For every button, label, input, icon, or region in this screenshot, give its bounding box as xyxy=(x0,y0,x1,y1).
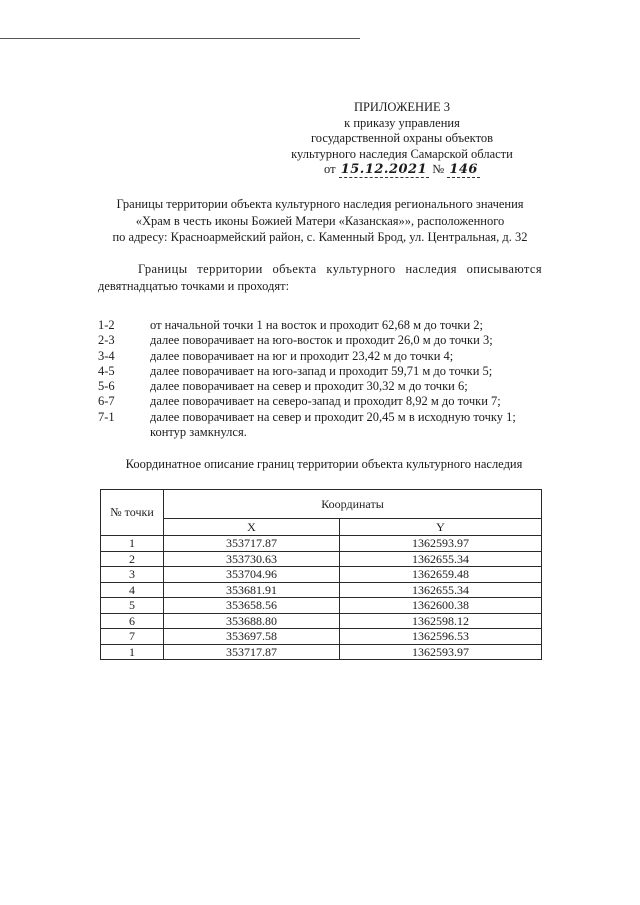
segment-text: далее поворачивает на северо-запад и проходит 8,92 м до точки 7; xyxy=(150,394,501,409)
cell-point: 1 xyxy=(101,644,164,660)
intro-paragraph xyxy=(98,261,542,295)
cell-x: 353704.96 xyxy=(164,567,340,583)
segment-id: 3-4 xyxy=(98,348,115,363)
segment-row xyxy=(98,318,548,333)
appendix-title: ПРИЛОЖЕНИЕ 3 xyxy=(353,100,451,114)
table-row xyxy=(101,629,542,645)
top-rule xyxy=(0,38,360,39)
segment-row xyxy=(98,379,548,394)
handwritten-date: 15.12.2021 xyxy=(340,162,428,177)
cell-y: 1362659.48 xyxy=(340,567,542,583)
table-row xyxy=(101,598,542,614)
cell-point: 5 xyxy=(101,598,164,614)
segment-id: 1-2 xyxy=(98,318,115,332)
cell-point: 4 xyxy=(101,582,164,598)
handwritten-number: 146 xyxy=(449,162,478,177)
segment-text: далее поворачивает на юго-запад и проходит 59,71 м до точки 5; xyxy=(150,363,493,378)
cell-x: 353730.63 xyxy=(164,551,340,567)
header-coordinates: Координаты xyxy=(164,490,542,519)
cell-point: 2 xyxy=(101,551,164,567)
date-prefix: от xyxy=(324,162,336,176)
title-line: Границы территории объекта культурного наследия регионального значения xyxy=(116,197,524,211)
cell-x: 353717.87 xyxy=(164,644,340,660)
header-y: Y xyxy=(340,519,542,536)
table-subheader-row xyxy=(101,519,542,536)
segment-row xyxy=(98,364,548,379)
coordinates-table xyxy=(100,489,542,660)
segments-closing: контур замкнулся. xyxy=(150,425,247,440)
title-line: «Храм в честь иконы Божией Матери «Казанская»», расположенного xyxy=(135,213,505,228)
segment-text: от начальной точки 1 на восток и проходит 62,68 м до точки 2; xyxy=(150,318,483,332)
cell-point: 3 xyxy=(101,567,164,583)
table-header-row xyxy=(101,490,542,519)
segment-text: далее поворачивает на юг и проходит 23,42 м до точки 4; xyxy=(150,348,454,363)
segment-id: 4-5 xyxy=(98,363,115,378)
appendix-line: к приказу управления xyxy=(344,115,460,130)
segment-row xyxy=(98,410,548,425)
table-row xyxy=(101,536,542,552)
cell-y: 1362598.12 xyxy=(340,613,542,629)
appendix-line: культурного наследия Самарской области xyxy=(291,146,513,161)
appendix-line: государственной охраны объектов xyxy=(310,131,494,145)
cell-x: 353697.58 xyxy=(164,629,340,645)
boundary-segments xyxy=(98,318,548,440)
title-line: по адресу: Красноармейский район, с. Каменный Брод, ул. Центральная, д. 32 xyxy=(112,230,528,244)
table-row xyxy=(101,644,542,660)
cell-point: 7 xyxy=(101,629,164,645)
segment-id: 7-1 xyxy=(98,409,115,424)
segment-id: 5-6 xyxy=(98,379,115,394)
segment-text: далее поворачивает на север и проходит 30,32 м до точки 6; xyxy=(150,379,468,394)
cell-x: 353681.91 xyxy=(164,582,340,598)
cell-y: 1362596.53 xyxy=(340,629,542,645)
cell-point: 1 xyxy=(101,536,164,552)
table-row xyxy=(101,582,542,598)
cell-x: 353717.87 xyxy=(164,536,340,552)
cell-y: 1362593.97 xyxy=(340,644,542,660)
cell-y: 1362655.34 xyxy=(340,582,542,598)
order-date-line xyxy=(272,162,532,178)
table-row xyxy=(101,613,542,629)
cell-y: 1362655.34 xyxy=(340,551,542,567)
cell-x: 353688.80 xyxy=(164,613,340,629)
segment-row xyxy=(98,349,548,364)
cell-x: 353658.56 xyxy=(164,598,340,614)
segment-text: далее поворачивает на юго-восток и проходит 26,0 м до точки 3; xyxy=(150,333,493,348)
number-prefix: № xyxy=(432,162,445,176)
cell-point: 6 xyxy=(101,613,164,629)
table-row xyxy=(101,567,542,583)
segment-id: 6-7 xyxy=(98,394,115,409)
header-x: X xyxy=(164,519,340,536)
table-row xyxy=(101,551,542,567)
segment-text: далее поворачивает на север и проходит 20,45 м в исходную точку 1; xyxy=(150,409,516,424)
intro-line: Границы территории объекта культурного наследия описываются xyxy=(138,262,542,276)
intro-line: девятнадцатью точками и проходят: xyxy=(98,279,290,293)
cell-y: 1362593.97 xyxy=(340,536,542,552)
segment-id: 2-3 xyxy=(98,333,115,348)
cell-y: 1362600.38 xyxy=(340,598,542,614)
appendix-header xyxy=(272,100,532,178)
coordinates-heading: Координатное описание границ территории объекта культурного наследия xyxy=(125,457,523,471)
segment-row xyxy=(98,394,548,409)
document-title xyxy=(98,196,542,246)
segment-row xyxy=(98,333,548,348)
header-point-number: № точки xyxy=(101,490,164,536)
